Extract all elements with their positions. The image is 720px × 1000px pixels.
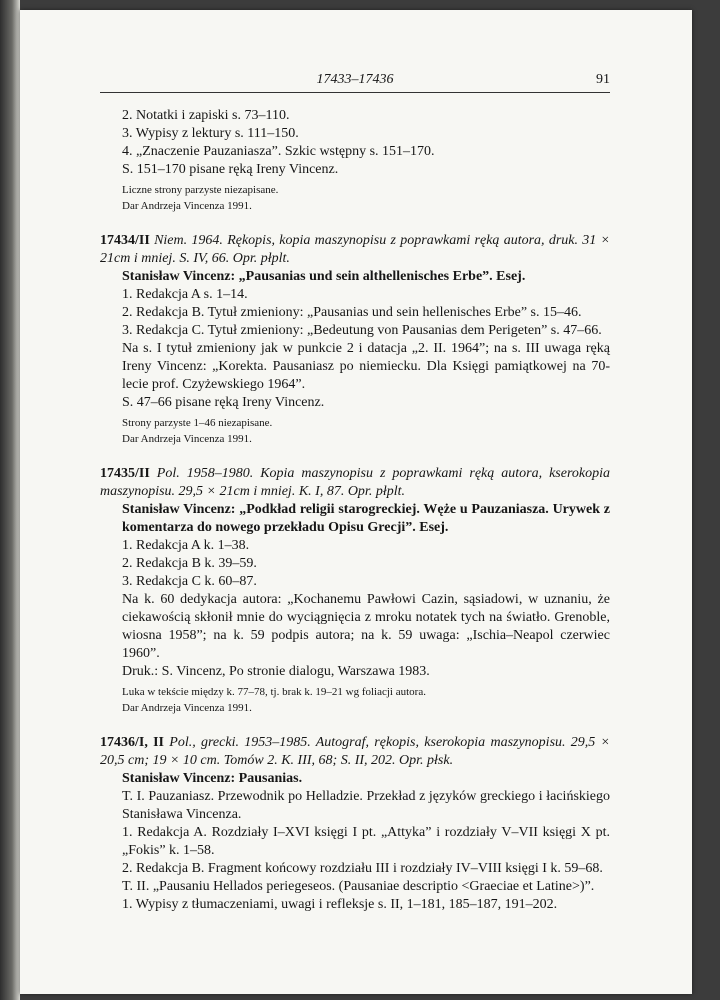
entry-continuation bbox=[100, 107, 610, 214]
work-title: Stanisław Vincenz: „Podkład religii starogreckiej. Węże u Pauzaniasza. Urywek z komentarza do nowego przekładu Opisu Grecji”. Esej. bbox=[122, 502, 610, 535]
catalog-entry-17434 bbox=[100, 232, 610, 447]
physical-description: Pol. 1958–1980. Kopia maszynopisu z poprawkami ręką autora, kserokopia maszynopisu. 29,5 × 21cm i mniej. K. I, 87. Opr. płplt. bbox=[100, 466, 610, 499]
small-note: Dar Andrzeja Vincenza 1991. bbox=[122, 702, 252, 714]
call-number: 17436/I, II bbox=[100, 735, 165, 750]
list-item: 1. Redakcja A s. 1–14. bbox=[122, 287, 248, 302]
list-item: 1. Wypisy z tłumaczeniami, uwagi i refleksje s. II, 1–181, 185–187, 191–202. bbox=[122, 897, 558, 912]
entry-header bbox=[100, 232, 610, 268]
page-content bbox=[100, 70, 610, 914]
running-head bbox=[100, 70, 610, 93]
list-item: Na s. I tytuł zmieniony jak w punkcie 2 i datacja „2. II. 1964”; na s. III uwaga ręką Ireny Vincenz: „Korekta. Pausaniasz po niemiecku. Dla Księgi pamiątkowej na 70-lecie prof. Czyżewskiego 1964”. bbox=[122, 341, 610, 392]
list-item: 2. Redakcja B. Tytuł zmieniony: „Pausanias und sein hellenisches Erbe” s. 15–46. bbox=[122, 305, 582, 320]
list-item: 2. Redakcja B k. 39–59. bbox=[122, 556, 257, 571]
physical-description: Pol., grecki. 1953–1985. Autograf, rękopis, kserokopia maszynopisu. 29,5 × 20,5 cm; 19 × 10 cm. Tomów 2. K. III, 68; S. II, 202. Opr. płsk. bbox=[100, 735, 611, 768]
catalog-entry-17436 bbox=[100, 734, 610, 914]
list-item: 1. Redakcja A k. 1–38. bbox=[122, 538, 250, 553]
small-note: Dar Andrzeja Vincenza 1991. bbox=[122, 433, 252, 445]
running-title: 17433–17436 bbox=[316, 72, 394, 87]
list-item: 3. Wypisy z lektury s. 111–150. bbox=[122, 126, 299, 141]
list-item: S. 47–66 pisane ręką Ireny Vincenz. bbox=[122, 395, 325, 410]
list-item: 3. Redakcja C. Tytuł zmieniony: „Bedeutung von Pausanias dem Perigeten” s. 47–66. bbox=[122, 323, 602, 338]
list-item: T. II. „Pausaniu Hellados periegeseos. (Pausaniae descriptio <Graeciae et Latine>)”. bbox=[122, 879, 595, 894]
list-item: S. 151–170 pisane ręką Ireny Vincenz. bbox=[122, 162, 339, 177]
call-number: 17434/II bbox=[100, 233, 150, 248]
list-item: Na k. 60 dedykacja autora: „Kochanemu Pawłowi Cazin, sąsiadowi, w uznaniu, że ciekawością skłonił mnie do wyciągnięcia z mroku notatek tych na światło. Grenoble, wiosna 1958”; na k. 59 podpis autora; na k. 59 uwaga: „Ischia–Neapol czerwiec 1960”. bbox=[122, 592, 610, 661]
entry-header bbox=[100, 465, 610, 501]
list-item: 2. Redakcja B. Fragment końcowy rozdziału III i rozdziały IV–VIII księgi I k. 59–68. bbox=[122, 861, 603, 876]
list-item: 2. Notatki i zapiski s. 73–110. bbox=[122, 108, 290, 123]
call-number: 17435/II bbox=[100, 466, 150, 481]
list-item: 1. Redakcja A. Rozdziały I–XVI księgi I pt. „Attyka” i rozdziały V–VII księgi X pt. „Fokis” k. 1–58. bbox=[122, 825, 610, 858]
list-item: Druk.: S. Vincenz, Po stronie dialogu, Warszawa 1983. bbox=[122, 664, 430, 679]
scan-binding-edge bbox=[0, 0, 20, 1000]
work-title: Stanisław Vincenz: Pausanias. bbox=[122, 771, 303, 786]
list-item: T. I. Pauzaniasz. Przewodnik po Helladzie. Przekład z języków greckiego i łacińskiego Stanisława Vincenza. bbox=[122, 789, 610, 822]
catalog-entry-17435 bbox=[100, 465, 610, 716]
small-note: Strony parzyste 1–46 niezapisane. bbox=[122, 417, 273, 429]
small-note: Luka w tekście między k. 77–78, tj. brak k. 19–21 wg foliacji autora. bbox=[122, 686, 426, 698]
document-page bbox=[20, 10, 692, 994]
physical-description: Niem. 1964. Rękopis, kopia maszynopisu z poprawkami ręką autora, druk. 31 × 21cm i mniej. S. IV, 66. Opr. płplt. bbox=[100, 233, 610, 266]
list-item: 4. „Znaczenie Pauzaniasza”. Szkic wstępny s. 151–170. bbox=[122, 144, 435, 159]
page-number: 91 bbox=[596, 72, 610, 87]
list-item: 3. Redakcja C k. 60–87. bbox=[122, 574, 257, 589]
small-note: Liczne strony parzyste niezapisane. bbox=[122, 184, 279, 196]
work-title: Stanisław Vincenz: „Pausanias und sein althellenisches Erbe”. Esej. bbox=[122, 269, 526, 284]
entry-header bbox=[100, 734, 610, 770]
small-note: Dar Andrzeja Vincenza 1991. bbox=[122, 200, 252, 212]
